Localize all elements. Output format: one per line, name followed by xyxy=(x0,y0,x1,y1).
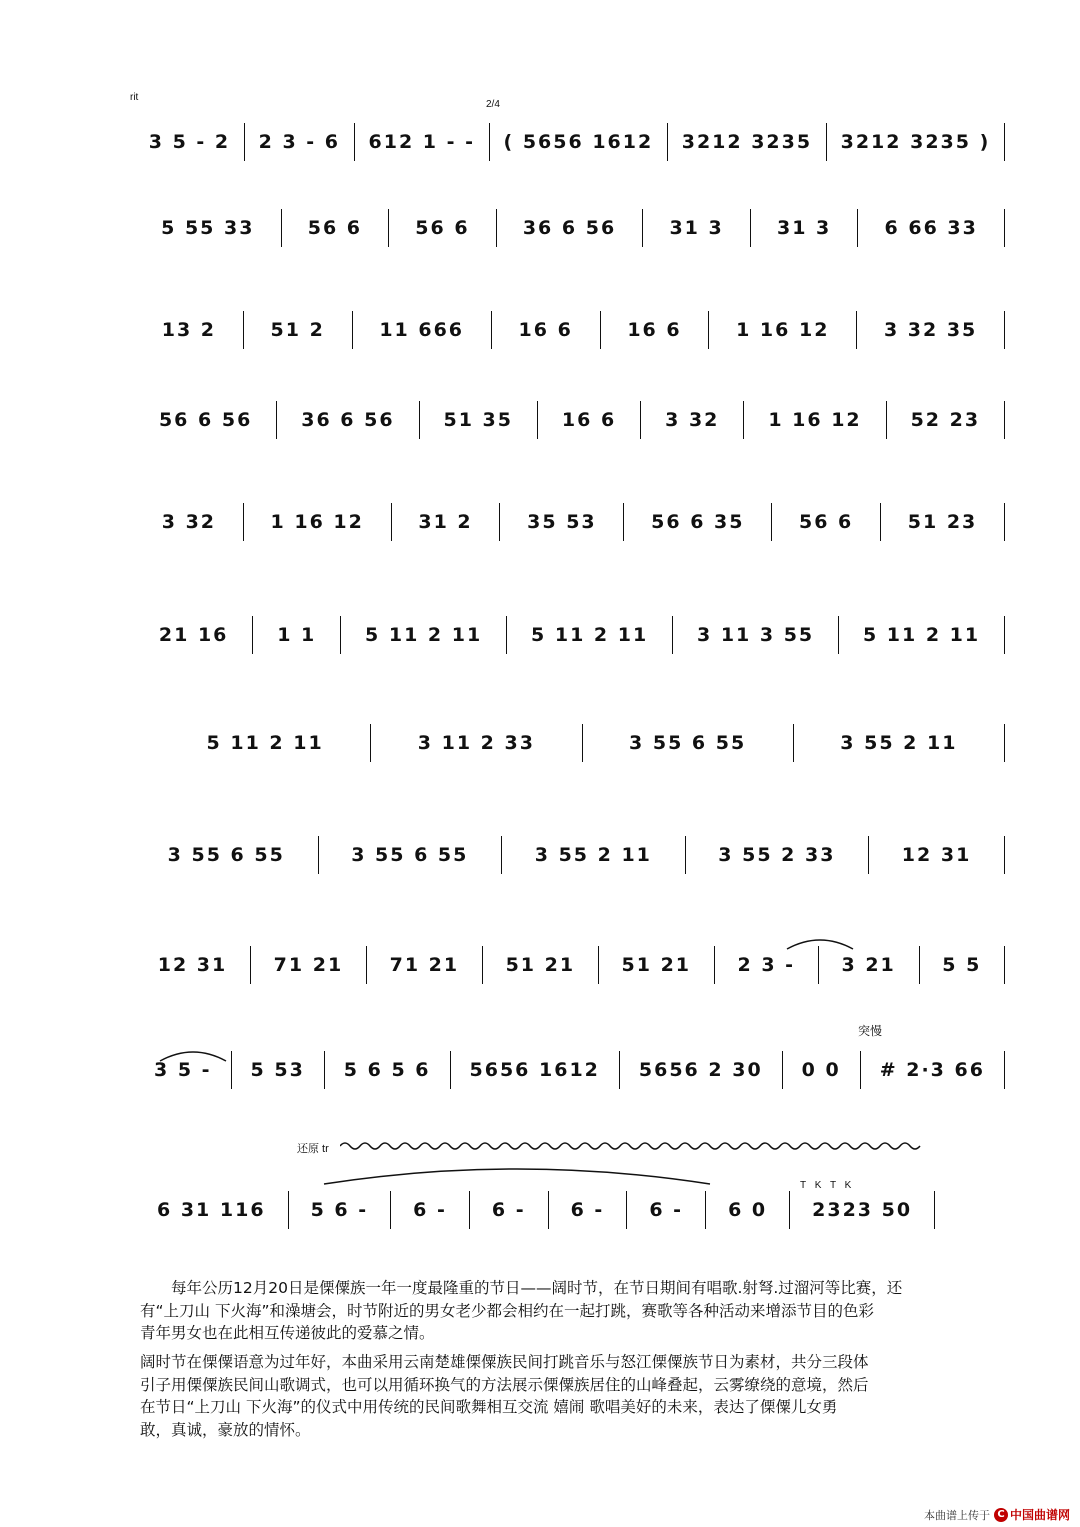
measure: 3 55 6 55 xyxy=(167,844,285,866)
text-line: 引子用傈僳族民间山歌调式，也可以用循环换气的方法展示傈僳族居住的山峰叠起，云雾缭绕的意境，然后 xyxy=(140,1375,869,1394)
measure: 3 55 6 55 xyxy=(629,732,747,754)
measure: 3 32 xyxy=(665,409,720,431)
measure: 3 55 2 11 xyxy=(840,732,958,754)
measure: 12 31 xyxy=(157,954,228,976)
measure: 6 31 116 xyxy=(157,1199,266,1221)
measure: 5 55 33 xyxy=(161,217,255,239)
measure: 36 6 56 xyxy=(522,217,617,239)
measure: 3 55 6 55 xyxy=(351,844,469,866)
text-line: 阔时节在傈僳语意为过年好，本曲采用云南楚雄傈僳族民间打跳音乐与怒江傈僳族节日为素材，共分三段体 xyxy=(140,1353,869,1371)
text-line: 青年男女也在此相互传递彼此的爱慕之情。 xyxy=(140,1324,435,1342)
measure: 51 21 xyxy=(505,954,576,976)
measure: # 2·3 66 xyxy=(879,1059,985,1081)
measure: 35 53 xyxy=(527,511,597,533)
text-line: 敢，真诚，豪放的情怀。 xyxy=(140,1420,311,1439)
measure: 16 6 xyxy=(561,409,617,431)
footer-watermark xyxy=(924,1506,1070,1523)
text-line: 在节日“上刀山 下火海”的仪式中用传统的民间歌舞相互交流 嬉闹 歌唱美好的未来，表达了傈僳儿女勇 xyxy=(140,1398,838,1416)
score-row-5 xyxy=(135,502,1005,542)
measure: 21 16 xyxy=(158,624,229,646)
measure: 5 11 2 11 xyxy=(365,624,483,646)
score-row-8 xyxy=(135,835,1005,875)
score-row-1 xyxy=(135,122,1005,162)
measure: 3 11 3 55 xyxy=(696,624,815,646)
measure: 51 23 xyxy=(907,511,978,533)
measure: 5 11 2 11 xyxy=(206,732,324,754)
slur-arc xyxy=(322,1162,712,1186)
text-line: 每年公历12月20日是傈僳族一年一度最隆重的节日——阔时节，在节日期间有唱歌.射弩.过溜河等比赛，还 xyxy=(171,1279,903,1297)
measure: 52 23 xyxy=(910,409,981,431)
trill-line xyxy=(340,1140,940,1152)
measure: 56 6 xyxy=(799,511,854,533)
description-paragraph-2 xyxy=(140,1351,1020,1441)
measure: 3 21 xyxy=(841,954,896,976)
score-row-4 xyxy=(135,400,1005,440)
measure: 3212 3235 ) xyxy=(840,131,991,153)
measure: 31 3 xyxy=(669,217,724,239)
logo-icon: C xyxy=(994,1508,1008,1522)
score-row-7 xyxy=(160,723,1005,763)
measure: 6 0 xyxy=(728,1199,768,1221)
measure: 51 21 xyxy=(621,954,692,976)
measure: 51 35 xyxy=(443,409,513,431)
measure: 6 66 33 xyxy=(884,217,978,239)
measure: 1 16 12 xyxy=(768,409,862,431)
measure: 16 6 xyxy=(627,319,682,341)
measure: 3 11 2 33 xyxy=(417,732,535,754)
measure: 5 11 2 11 xyxy=(531,624,649,646)
measure: 0 0 xyxy=(801,1059,841,1081)
measure: 56 6 xyxy=(415,217,470,239)
measure: 3 55 2 11 xyxy=(534,844,652,866)
measure: 13 2 xyxy=(161,319,217,341)
site-name: 中国曲谱网 xyxy=(1009,1508,1070,1522)
measure: 5 53 xyxy=(250,1059,305,1081)
measure: 51 2 xyxy=(270,319,325,341)
measure: 71 21 xyxy=(273,954,344,976)
measure: 6 - xyxy=(491,1199,526,1221)
description-paragraph-1 xyxy=(140,1277,1020,1345)
score-row-11 xyxy=(135,1190,935,1230)
restore-trill-mark: 还原 tr xyxy=(297,1143,329,1155)
measure: 11 666 xyxy=(379,319,465,341)
measure: 3 32 xyxy=(161,511,217,533)
measure: 56 6 35 xyxy=(651,511,745,533)
measure: 56 6 56 xyxy=(158,409,253,431)
site-logo xyxy=(994,1506,1070,1523)
score-row-9 xyxy=(135,945,1005,985)
measure: 2 3 - xyxy=(737,954,796,976)
score-row-2 xyxy=(135,208,1005,248)
score-row-10 xyxy=(135,1050,1005,1090)
measure: 71 21 xyxy=(389,954,460,976)
measure: 612 1 - - xyxy=(368,131,476,153)
measure: 2 3 - 6 xyxy=(258,131,341,153)
measure: 1 1 xyxy=(277,624,317,646)
measure: 1 16 12 xyxy=(270,511,364,533)
measure: 31 3 xyxy=(776,217,832,239)
measure: 3 55 2 33 xyxy=(718,844,836,866)
measure: 36 6 56 xyxy=(301,409,395,431)
upload-text: 本曲谱上传于 xyxy=(923,1508,990,1522)
time-signature: 2/4 xyxy=(486,99,500,110)
measure: ( 5656 1612 xyxy=(503,131,654,153)
score-row-3 xyxy=(135,310,1005,350)
measure: 31 2 xyxy=(418,511,473,533)
measure: 3 5 - xyxy=(153,1059,212,1081)
score-row-6 xyxy=(135,615,1005,655)
tonguing-mark: T K T K xyxy=(800,1180,855,1191)
measure: 12 31 xyxy=(901,844,972,866)
measure: 6 - xyxy=(413,1199,447,1221)
measure: 3 5 - 2 xyxy=(148,131,231,153)
measure: 5 6 - xyxy=(310,1199,369,1221)
measure: 6 - xyxy=(570,1199,605,1221)
measure: 2323 50 xyxy=(812,1199,913,1221)
measure: 5 5 xyxy=(942,954,982,976)
tempo-mark: 突慢 xyxy=(858,1024,883,1038)
measure: 5656 2 30 xyxy=(638,1059,763,1081)
measure: 3 32 35 xyxy=(883,319,978,341)
measure: 6 - xyxy=(649,1199,684,1221)
measure: 56 6 xyxy=(307,217,363,239)
measure: 5656 1612 xyxy=(469,1059,600,1081)
measure: 5 6 5 6 xyxy=(343,1059,431,1081)
text-line: 有“上刀山 下火海”和澡塘会，时节附近的男女老少都会相约在一起打跳，赛歌等各种活动来增添节目的色彩 xyxy=(140,1301,874,1320)
measure: 16 6 xyxy=(518,319,573,341)
measure: 3212 3235 xyxy=(681,131,813,153)
measure: 1 16 12 xyxy=(736,319,830,341)
rit-mark: rit xyxy=(130,92,139,103)
measure: 5 11 2 11 xyxy=(862,624,981,646)
